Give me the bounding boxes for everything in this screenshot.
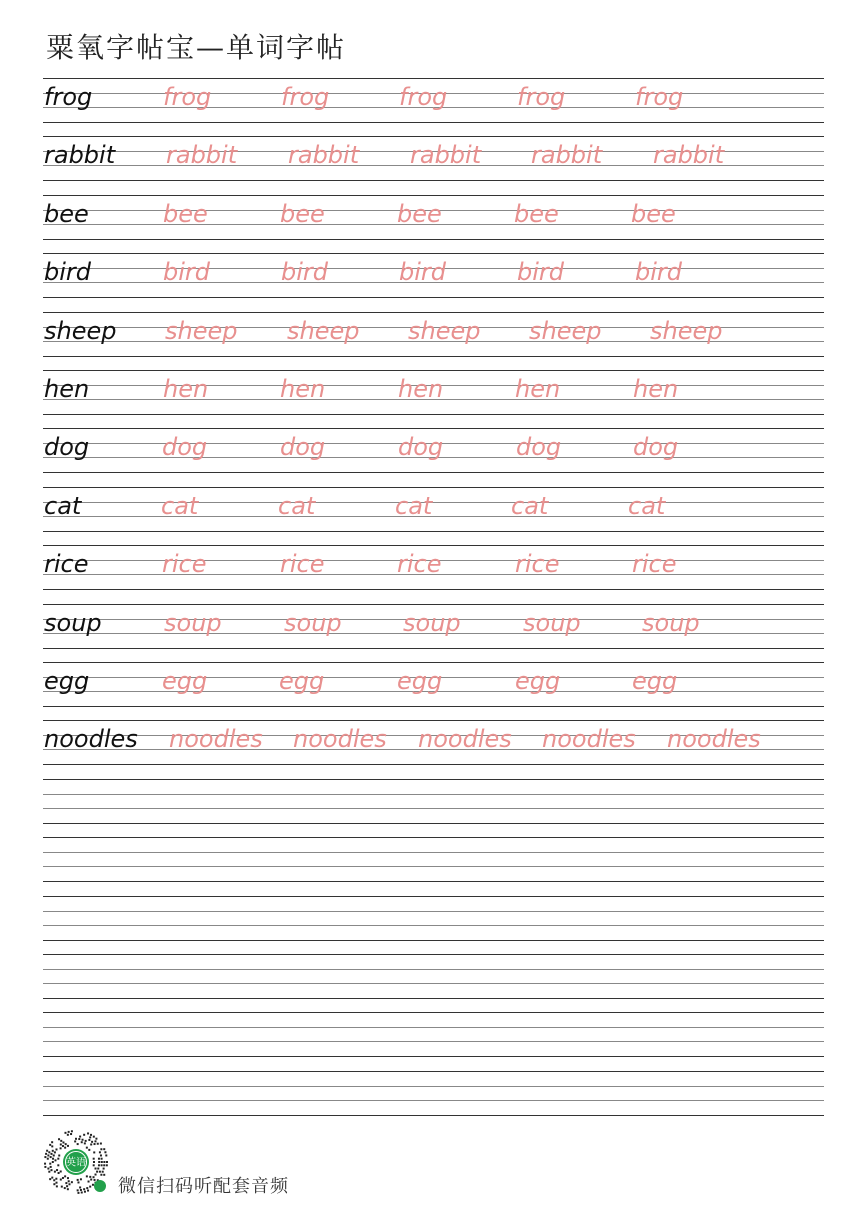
trace-word[interactable]: hen [163,375,209,403]
trace-word[interactable]: noodles [293,725,387,754]
guide-line [43,1086,824,1087]
footer [42,1128,442,1198]
trace-word[interactable]: rabbit [531,141,603,170]
trace-word[interactable]: rice [515,550,560,579]
model-word: rice [44,550,89,579]
trace-word[interactable]: rabbit [410,141,482,170]
guide-line [43,720,824,721]
trace-word[interactable]: hen [398,375,444,403]
model-word: egg [44,667,90,695]
guide-line [43,356,824,357]
practice-row-dog [43,428,824,472]
practice-row-soup [43,604,824,648]
guide-line [43,662,824,663]
trace-word[interactable]: soup [642,608,700,637]
model-word: cat [44,491,82,520]
trace-word[interactable]: rice [632,550,677,579]
guide-line [43,1071,824,1072]
trace-word[interactable]: bird [517,258,565,287]
guide-line [43,866,824,867]
practice-row-hen [43,370,824,414]
trace-word[interactable]: bee [280,199,325,228]
trace-word[interactable]: sheep [165,316,238,345]
trace-word[interactable]: noodles [667,725,761,754]
guide-line [43,969,824,970]
guide-line [43,911,824,912]
guide-line [43,983,824,984]
empty-practice-row[interactable] [43,896,824,940]
guide-line [43,370,824,371]
guide-line [43,1056,824,1057]
trace-word[interactable]: bird [163,258,211,287]
model-word: noodles [44,725,138,754]
empty-practice-row[interactable] [43,1012,824,1056]
practice-row-rabbit [43,136,824,180]
guide-line [43,122,824,123]
trace-word[interactable]: noodles [418,725,512,754]
qr-code-icon[interactable] [42,1128,110,1196]
trace-word[interactable]: bird [399,258,447,287]
guide-line [43,779,824,780]
trace-word[interactable]: dog [633,433,679,462]
practice-row-sheep [43,312,824,356]
guide-line [43,852,824,853]
model-word: dog [44,433,90,462]
handwriting-practice-grid [43,78,824,1118]
guide-line [43,823,824,824]
trace-word[interactable]: egg [397,667,443,695]
guide-line [43,1115,824,1116]
trace-word[interactable]: hen [280,375,326,403]
guide-line [43,297,824,298]
empty-practice-row[interactable] [43,779,824,823]
practice-row-frog [43,78,824,122]
guide-line [43,253,824,254]
trace-word[interactable]: rice [162,550,207,579]
model-word: frog [44,83,93,111]
guide-line [43,794,824,795]
empty-practice-row[interactable] [43,837,824,881]
trace-word[interactable]: egg [515,667,561,695]
trace-word[interactable]: cat [511,491,549,520]
guide-line [43,1012,824,1013]
trace-word[interactable]: egg [162,667,208,695]
model-word: sheep [44,316,117,345]
model-word: rabbit [44,141,116,170]
trace-word[interactable]: soup [523,608,581,637]
trace-word[interactable]: cat [161,491,199,520]
model-word: soup [44,608,102,637]
model-word: bee [44,199,89,228]
practice-row-cat [43,487,824,531]
guide-line [43,487,824,488]
trace-word[interactable]: cat [628,491,666,520]
guide-line [43,604,824,605]
empty-practice-row[interactable] [43,1071,824,1115]
guide-line [43,545,824,546]
guide-line [43,195,824,196]
trace-word[interactable]: bee [514,199,559,228]
guide-line [43,1100,824,1101]
trace-word[interactable]: soup [284,608,342,637]
guide-line [43,428,824,429]
practice-row-bee [43,195,824,239]
guide-line [43,1027,824,1028]
trace-word[interactable]: sheep [529,316,602,345]
guide-line [43,998,824,999]
trace-word[interactable]: sheep [650,316,723,345]
footer-caption: 微信扫码听配套音频 [118,1176,289,1197]
trace-word[interactable]: sheep [408,316,481,345]
practice-row-rice [43,545,824,589]
trace-word[interactable]: egg [279,667,325,695]
empty-practice-row[interactable] [43,954,824,998]
trace-word[interactable]: cat [278,491,316,520]
model-word: hen [44,375,90,403]
guide-line [43,78,824,79]
trace-word[interactable]: dog [162,433,208,462]
trace-word[interactable]: frog [163,83,212,111]
trace-word[interactable]: frog [399,83,448,111]
guide-line [43,589,824,590]
trace-word[interactable]: egg [632,667,678,695]
trace-word[interactable]: frog [517,83,566,111]
guide-line [43,896,824,897]
trace-word[interactable]: bee [163,199,208,228]
guide-line [43,925,824,926]
trace-word[interactable]: dog [280,433,326,462]
guide-line [43,531,824,532]
guide-line [43,837,824,838]
trace-word[interactable]: bird [635,258,683,287]
guide-line [43,136,824,137]
trace-word[interactable]: cat [395,491,433,520]
page-title: 粟氧字帖宝—单词字帖 [46,31,347,64]
trace-word[interactable]: bird [281,258,329,287]
trace-word[interactable]: rice [397,550,442,579]
guide-line [43,954,824,955]
trace-word[interactable]: rice [280,550,325,579]
trace-word[interactable]: rabbit [653,141,725,170]
trace-word[interactable]: noodles [169,725,263,754]
guide-line [43,881,824,882]
guide-line [43,764,824,765]
guide-line [43,940,824,941]
trace-word[interactable]: bee [397,199,442,228]
practice-row-bird [43,253,824,297]
guide-line [43,312,824,313]
trace-word[interactable]: hen [633,375,679,403]
practice-row-egg [43,662,824,706]
trace-word[interactable]: soup [403,608,461,637]
trace-word[interactable]: sheep [287,316,360,345]
trace-word[interactable]: dog [516,433,562,462]
trace-word[interactable]: dog [398,433,444,462]
guide-line [43,180,824,181]
qr-badge-label: 英语 [66,1157,86,1169]
guide-line [43,648,824,649]
trace-word[interactable]: hen [515,375,561,403]
trace-word[interactable]: rabbit [166,141,238,170]
guide-line [43,472,824,473]
trace-word[interactable]: frog [635,83,684,111]
guide-line [43,239,824,240]
model-word: bird [44,258,92,287]
guide-line [43,808,824,809]
trace-word[interactable]: rabbit [288,141,360,170]
trace-word[interactable]: frog [281,83,330,111]
trace-word[interactable]: soup [164,608,222,637]
trace-word[interactable]: noodles [542,725,636,754]
guide-line [43,706,824,707]
trace-word[interactable]: bee [631,199,676,228]
practice-row-noodles [43,720,824,764]
guide-line [43,414,824,415]
guide-line [43,1041,824,1042]
